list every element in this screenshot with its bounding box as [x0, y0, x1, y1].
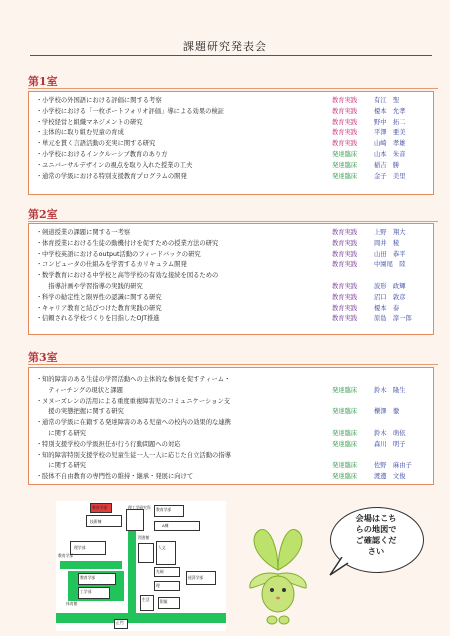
presenter-name: 稲吉 勝	[374, 161, 400, 169]
title-rule	[30, 55, 432, 56]
map-label: 理学部	[74, 545, 86, 550]
presentation-title: に関する研究	[42, 430, 87, 437]
presentation-course: 教育実践	[332, 97, 358, 104]
presentation-row	[29, 118, 435, 128]
map-label: 教育学部	[80, 575, 96, 580]
presentation-course: 教育実践	[332, 304, 358, 312]
presentation-course: 発達臨床	[332, 151, 358, 158]
presenter-name: 岡井 稜	[374, 239, 400, 247]
presentation-row	[29, 293, 435, 303]
speech-bubble-text	[336, 513, 416, 557]
room-2-heading: 第2室	[28, 208, 58, 221]
presentation-row	[29, 440, 435, 450]
bubble-line: ご確認くだ	[355, 535, 397, 545]
bullet: ・	[36, 440, 43, 448]
presentation-course: 教育実践	[332, 261, 358, 269]
presenter-name: 鈴木 萌依	[374, 430, 406, 437]
bullet: ・	[36, 261, 43, 269]
bubble-line: 会場はこち	[355, 513, 397, 523]
room-1-box	[28, 91, 434, 195]
presentation-title: 科学の勧定性と限界性の認識に関する研究	[42, 293, 162, 301]
presentation-row	[29, 407, 435, 417]
bullet: ・	[36, 250, 43, 258]
map-label: 工学部	[80, 589, 92, 594]
map-label: 理	[156, 583, 160, 588]
bullet: ・	[36, 272, 43, 280]
presentation-title: ティーチングの現状と課題	[42, 386, 123, 394]
map-building	[138, 543, 154, 563]
leaf-mascot-illustration	[244, 528, 312, 628]
map-label: 図書館	[138, 535, 150, 540]
map-label: 教育学部	[92, 505, 108, 510]
bullet: ・	[36, 129, 43, 137]
room-2-box	[28, 223, 434, 335]
presentation-course: 発達臨床	[332, 408, 358, 416]
bullet: ・	[36, 376, 43, 383]
presentation-title: 指導計画や学習指導の実践的研究	[42, 283, 143, 290]
presentation-title: コンピュータの仕組みを学習するカリキュラム開発	[42, 261, 187, 269]
presenter-name: 佐野 麻由子	[374, 462, 412, 470]
presentation-row	[29, 451, 435, 461]
presentation-course: 教育実践	[332, 107, 358, 115]
map-label: 正門	[116, 620, 124, 625]
bullet: ・	[36, 97, 43, 104]
presenter-name: 鈴木 隆生	[374, 386, 406, 394]
bubble-line: らの地図で	[355, 524, 397, 534]
bullet: ・	[36, 315, 43, 323]
presentation-course: 教育実践	[332, 140, 358, 148]
map-label: 技術棟	[90, 519, 102, 524]
presentation-title: 肢体不自由教育の専門性の維持・継承・発展に向けて	[42, 473, 194, 481]
bullet: ・	[36, 239, 43, 247]
presentation-title: 体育授業における生徒の動機付けを促すための授業方法の研究	[42, 239, 219, 247]
bullet: ・	[36, 172, 43, 180]
room-2-rule	[28, 221, 438, 222]
presentation-title: 通常の学級における特別支援教育プログラムの開発	[42, 172, 187, 180]
room-1-rule	[28, 88, 438, 89]
bullet: ・	[36, 140, 43, 148]
room-3-box	[28, 367, 434, 485]
presentation-course: 教育実践	[332, 118, 358, 126]
presenter-name: 櫟澤 徹	[374, 408, 400, 416]
presenter-name: 榎本 泰	[374, 304, 400, 312]
presentation-title: 小学校におけるインクルーシブ教育のあり方	[42, 151, 168, 158]
presentation-course: 発達臨床	[332, 473, 358, 481]
presenter-name: 沼口 敦彦	[374, 293, 406, 301]
presentation-course: 発達臨床	[332, 462, 358, 470]
presentation-course: 発達臨床	[332, 440, 358, 448]
presentation-title: 剣道授業の課題に関する一考察	[42, 229, 131, 236]
presenter-name: 原島 淳一郎	[374, 315, 412, 323]
presentation-row	[29, 250, 435, 260]
room-3-heading: 第3室	[28, 351, 58, 364]
presentation-course: 教育実践	[332, 250, 358, 258]
map-building	[154, 521, 200, 531]
presentation-row	[29, 107, 435, 117]
map-label: A棟	[162, 523, 169, 528]
bullet: ・	[36, 304, 43, 312]
presenter-name: 上野 翔大	[374, 229, 406, 236]
map-label: 人文	[158, 545, 166, 550]
presentation-row	[29, 314, 435, 324]
map-label: 附属	[160, 599, 168, 604]
presentation-row	[29, 239, 435, 249]
presentation-title: 学校経営と組織マネジメントの研究	[42, 118, 143, 126]
bullet: ・	[36, 151, 43, 158]
map-label: 教育学部	[156, 507, 172, 512]
presentation-title: 単元を貫く言語活動の充実に関する研究	[42, 140, 156, 148]
bullet: ・	[36, 161, 43, 169]
bullet: ・	[36, 229, 43, 236]
presentation-course: 発達臨床	[332, 161, 358, 169]
presentation-title: に関する研究	[42, 462, 87, 470]
presenter-name: 金子 美里	[374, 172, 406, 180]
map-green-area	[60, 561, 122, 569]
presentation-course: 発達臨床	[332, 430, 358, 437]
map-label: 生活	[142, 597, 150, 602]
presentation-row	[29, 271, 435, 281]
map-label: 経済学部	[188, 575, 204, 580]
presentation-row	[29, 139, 435, 149]
presentation-title: 知的障害のある生徒の学習活動への主体的な参加を促すティーム・	[42, 376, 231, 383]
map-green-road	[128, 531, 136, 621]
presentation-row	[29, 260, 435, 270]
bullet: ・	[36, 107, 43, 115]
presentation-row	[29, 472, 435, 482]
campus-map	[56, 501, 226, 631]
presentation-title: 小学校の外国語における評価に関する考察	[42, 97, 162, 104]
map-label: 教育学部	[58, 553, 74, 558]
presentation-row	[29, 418, 435, 428]
presenter-name: 野中 拓二	[374, 118, 406, 126]
room-1-heading: 第1室	[28, 75, 58, 88]
bullet: ・	[36, 451, 43, 459]
bubble-line: さい	[367, 546, 385, 556]
presentation-row	[29, 304, 435, 314]
presentation-row	[29, 282, 435, 292]
presentation-row	[29, 172, 435, 182]
map-label: 先端	[156, 569, 164, 574]
presentation-title: ユニバーサルデザインの視点を取り入れた授業の工夫	[42, 161, 193, 169]
presentation-title: 特別支援学校の学級担任が行う行動問題への対応	[42, 440, 181, 448]
bullet: ・	[36, 293, 43, 301]
presenter-name: 山崎 孝雄	[374, 140, 406, 148]
presentation-course: 教育実践	[332, 129, 358, 137]
presentation-course: 教育実践	[332, 293, 358, 301]
presenter-name: 渡邊 文俊	[374, 473, 406, 481]
map-green-road	[56, 613, 226, 623]
presentation-title: 中学校英語におけるoutput活動のフィードバックの研究	[42, 250, 201, 258]
presentation-row	[29, 375, 435, 385]
bullet: ・	[36, 118, 43, 126]
presenter-name: 山本 朱音	[374, 151, 406, 158]
presenter-name: 有江 聖	[374, 97, 400, 104]
presentation-title: 小学校における「一枚ポートフォリオ評価」導による効果の検証	[42, 107, 225, 115]
presentation-course: 教育実践	[332, 315, 358, 323]
presentation-row	[29, 161, 435, 171]
presentation-title: 信頼される学校づくりを目指したOJT推進	[42, 315, 160, 323]
presenter-name: 山田 恭平	[374, 250, 406, 258]
presentation-title: ヌヌーズレンの活用による重度重複障害児のコミュニケーション支	[42, 397, 231, 405]
presentation-title: 主体的に取り組む児童の育成	[42, 129, 124, 137]
room-3-rule	[28, 364, 438, 365]
presentation-title: キャリア教育と結びつけた教育実践の研究	[42, 304, 162, 312]
page-title: 課題研究発表会	[183, 40, 267, 53]
presentation-course: 教育実践	[332, 229, 358, 236]
presenter-name: 中園尾 陸	[374, 261, 406, 269]
presentation-row	[29, 150, 435, 160]
presentation-course: 発達臨床	[332, 172, 358, 180]
map-label: 体育館	[66, 601, 78, 606]
presentation-title: 援の実態把握に関する研究	[42, 408, 124, 416]
presentation-title: 通常の学級に在籍する発達障害のある児童への校内の効果的な連携	[42, 419, 231, 427]
presentation-course: 教育実践	[332, 283, 358, 290]
map-building	[126, 509, 144, 531]
presentation-row	[29, 461, 435, 471]
presentation-row	[29, 228, 435, 238]
presentation-title: 知的障害特別支援学校の児童生徒一人一人に応じた自立活動の指導	[42, 451, 231, 459]
bullet: ・	[36, 397, 43, 405]
presentation-title: 数学教育における中学校と高等学校の有効な接続を図るための	[42, 272, 219, 280]
bullet: ・	[36, 473, 43, 481]
map-label: 理工学研究科	[128, 505, 151, 510]
presentation-row	[29, 386, 435, 396]
presentation-row	[29, 397, 435, 407]
presentation-row	[29, 429, 435, 439]
presenter-name: 波形 政輝	[374, 283, 406, 290]
speech-bubble-tail	[328, 557, 350, 577]
presenter-name: 榎本 允孝	[374, 107, 406, 115]
presentation-row	[29, 96, 435, 106]
presentation-row	[29, 128, 435, 138]
bullet: ・	[36, 419, 43, 427]
presentation-course: 発達臨床	[332, 386, 358, 394]
presenter-name: 平澤 亜美	[374, 129, 406, 137]
presenter-name: 森川 明子	[374, 440, 406, 448]
presentation-course: 教育実践	[332, 239, 358, 247]
